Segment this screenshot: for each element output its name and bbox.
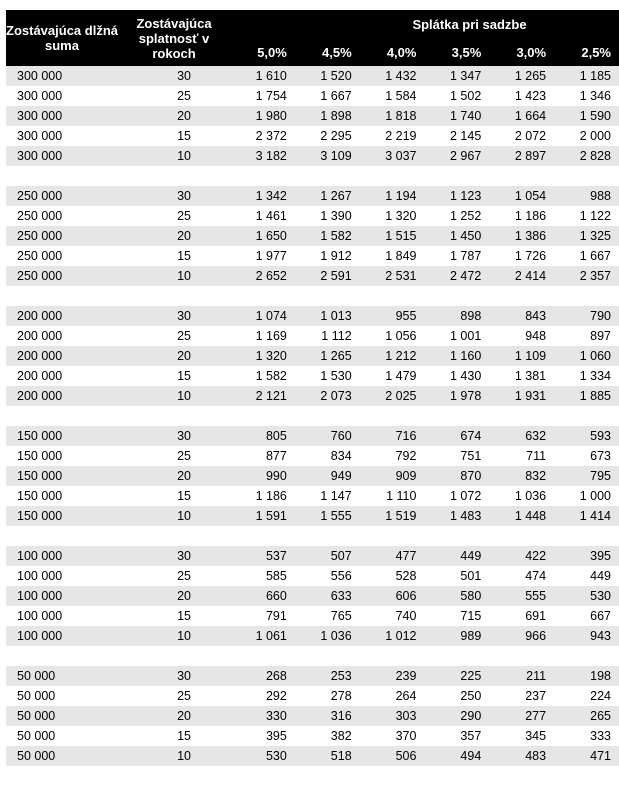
cell-payment: 471 [554,746,619,766]
table-row [6,706,619,726]
group-spacer [6,646,619,666]
cell-payment: 1 212 [360,346,425,366]
cell-years: 25 [177,569,191,583]
cell-payment: 2 295 [320,129,352,143]
cell-payment: 556 [330,569,352,583]
cell-amount: 300 000 [17,129,63,143]
cell-payment: 2 652 [230,266,295,286]
cell-amount: 150 000 [6,506,118,526]
cell-payment: 673 [590,449,611,463]
cell-payment: 1 186 [514,209,547,223]
header-rate-group: Splátka pri sadzbe [230,10,619,38]
cell-payment: 1 110 [386,489,417,503]
cell-payment: 449 [424,546,489,566]
cell-amount: 100 000 [6,626,118,646]
cell-payment: 1 320 [385,209,417,223]
cell-years: 20 [118,586,230,606]
cell-payment: 1 000 [579,489,611,503]
cell-payment: 711 [526,449,547,463]
cell-amount: 250 000 [6,186,118,206]
group-spacer [6,526,619,546]
cell-payment: 1 591 [230,506,295,526]
cell-payment: 716 [360,426,425,446]
table-row [6,266,619,286]
cell-payment: 1 849 [385,249,417,263]
cell-amount: 250 000 [17,249,63,263]
cell-payment: 530 [554,586,619,606]
table-row [6,506,619,526]
header-amount: Zostávajúca dlžná suma [6,10,118,66]
cell-amount: 250 000 [6,226,118,246]
cell-years: 15 [177,369,191,383]
table-row [6,66,619,86]
cell-years: 20 [118,346,230,366]
cell-payment: 2 414 [489,266,554,286]
cell-years: 10 [118,146,230,166]
cell-years: 25 [177,449,191,463]
cell-years: 30 [118,186,230,206]
cell-payment: 1 325 [554,226,619,246]
table-row [6,86,619,106]
cell-amount: 50 000 [17,689,56,703]
cell-years: 25 [177,329,191,343]
cell-payment: 790 [554,306,619,326]
cell-payment: 1 122 [579,209,611,223]
cell-payment: 795 [554,466,619,486]
cell-years: 30 [118,546,230,566]
cell-amount: 150 000 [6,426,118,446]
cell-payment: 3 182 [230,146,295,166]
cell-payment: 224 [590,689,611,703]
cell-payment: 1 320 [230,346,295,366]
cell-payment: 1 582 [295,226,360,246]
table-row [6,126,619,146]
cell-payment: 1 754 [255,89,287,103]
cell-years: 25 [177,689,191,703]
cell-amount: 50 000 [6,706,118,726]
cell-payment: 1 726 [514,249,547,263]
header-years: Zostávajúca splatnosť v rokoch [118,10,230,66]
cell-payment: 877 [265,449,287,463]
cell-payment: 674 [424,426,489,446]
mortgage-payment-table [6,10,619,766]
cell-payment: 1 036 [514,489,547,503]
header-rate: 4,0% [360,38,425,66]
cell-payment: 2 073 [295,386,360,406]
cell-payment: 474 [525,569,547,583]
cell-amount: 300 000 [6,146,118,166]
cell-payment: 1 074 [230,306,295,326]
cell-payment: 870 [424,466,489,486]
cell-payment: 988 [554,186,619,206]
cell-payment: 1 519 [360,506,425,526]
cell-payment: 792 [395,449,417,463]
table-row [6,246,619,266]
cell-years: 20 [118,706,230,726]
cell-amount: 50 000 [17,729,56,743]
cell-payment: 483 [489,746,554,766]
cell-payment: 345 [525,729,547,743]
cell-payment: 1 885 [554,386,619,406]
cell-payment: 1 502 [450,89,482,103]
cell-payment: 239 [360,666,425,686]
cell-payment: 751 [460,449,482,463]
cell-years: 10 [118,746,230,766]
cell-payment: 1 334 [579,369,611,383]
table-row [6,606,619,626]
cell-payment: 1 520 [295,66,360,86]
cell-amount: 300 000 [6,106,118,126]
cell-payment: 1 112 [321,329,352,343]
cell-payment: 1 584 [385,89,417,103]
cell-payment: 290 [424,706,489,726]
spacer-cell [6,646,619,666]
cell-payment: 1 432 [360,66,425,86]
cell-payment: 1 386 [489,226,554,246]
spacer-cell [6,526,619,546]
cell-payment: 580 [424,586,489,606]
cell-payment: 250 [460,689,482,703]
cell-payment: 1 450 [424,226,489,246]
cell-years: 20 [118,466,230,486]
cell-amount: 100 000 [6,586,118,606]
cell-payment: 253 [295,666,360,686]
cell-amount: 250 000 [6,266,118,286]
cell-years: 10 [118,626,230,646]
cell-payment: 740 [395,609,417,623]
cell-payment: 1 898 [295,106,360,126]
cell-payment: 537 [230,546,295,566]
cell-payment: 1 185 [554,66,619,86]
cell-payment: 805 [230,426,295,446]
cell-amount: 150 000 [6,466,118,486]
cell-payment: 1 978 [424,386,489,406]
cell-years: 10 [118,506,230,526]
cell-payment: 501 [460,569,482,583]
cell-years: 10 [118,386,230,406]
cell-amount: 200 000 [17,369,63,383]
cell-payment: 966 [489,626,554,646]
table-body [6,66,619,766]
cell-payment: 989 [424,626,489,646]
table-row [6,666,619,686]
cell-payment: 898 [424,306,489,326]
cell-payment: 198 [554,666,619,686]
cell-payment: 1 160 [424,346,489,366]
cell-amount: 200 000 [6,346,118,366]
cell-payment: 1 194 [360,186,425,206]
cell-payment: 1 109 [489,346,554,366]
table-row [6,426,619,446]
cell-payment: 1 555 [295,506,360,526]
cell-payment: 1 530 [320,369,352,383]
cell-amount: 150 000 [17,489,63,503]
cell-payment: 1 001 [450,329,482,343]
cell-payment: 948 [525,329,547,343]
cell-payment: 955 [360,306,425,326]
cell-amount: 250 000 [17,209,63,223]
cell-payment: 1 423 [514,89,547,103]
cell-payment: 3 109 [295,146,360,166]
cell-payment: 606 [360,586,425,606]
cell-payment: 2 472 [424,266,489,286]
cell-payment: 2 025 [360,386,425,406]
cell-payment: 1 054 [489,186,554,206]
cell-payment: 1 186 [255,489,287,503]
cell-payment: 1 147 [320,489,352,503]
cell-payment: 1 479 [385,369,417,383]
cell-payment: 632 [489,426,554,446]
cell-amount: 50 000 [6,746,118,766]
spacer-cell [6,286,619,306]
cell-payment: 2 121 [230,386,295,406]
cell-payment: 1 061 [230,626,295,646]
cell-payment: 1 977 [255,249,287,263]
cell-payment: 909 [360,466,425,486]
cell-amount: 50 000 [6,666,118,686]
cell-payment: 943 [554,626,619,646]
cell-payment: 1 169 [255,329,287,343]
cell-payment: 1 056 [385,329,417,343]
cell-payment: 1 036 [295,626,360,646]
cell-payment: 834 [330,449,352,463]
cell-payment: 1 667 [579,249,611,263]
cell-payment: 2 219 [385,129,417,143]
header-rate: 2,5% [554,38,619,66]
cell-payment: 2 000 [579,129,611,143]
cell-amount: 100 000 [17,569,63,583]
cell-years: 30 [118,66,230,86]
cell-payment: 760 [295,426,360,446]
table-row [6,726,619,746]
cell-payment: 832 [489,466,554,486]
cell-years: 15 [177,609,191,623]
cell-payment: 1 787 [450,249,482,263]
cell-payment: 2 828 [554,146,619,166]
cell-payment: 1 123 [424,186,489,206]
cell-amount: 200 000 [6,306,118,326]
cell-payment: 225 [424,666,489,686]
table-row [6,326,619,346]
cell-payment: 1 650 [230,226,295,246]
cell-payment: 633 [295,586,360,606]
cell-payment: 949 [295,466,360,486]
cell-payment: 264 [395,689,417,703]
cell-payment: 211 [489,666,554,686]
cell-amount: 100 000 [6,546,118,566]
cell-payment: 2 531 [360,266,425,286]
cell-years: 25 [177,89,191,103]
cell-payment: 2 357 [554,266,619,286]
cell-payment: 1 252 [450,209,482,223]
cell-payment: 1 390 [320,209,352,223]
cell-payment: 1 448 [489,506,554,526]
cell-payment: 1 060 [554,346,619,366]
cell-years: 15 [177,129,191,143]
cell-payment: 422 [489,546,554,566]
table-row [6,466,619,486]
cell-payment: 506 [360,746,425,766]
page [0,10,619,790]
table-row [6,446,619,466]
cell-payment: 357 [460,729,482,743]
cell-payment: 555 [489,586,554,606]
cell-payment: 3 037 [360,146,425,166]
cell-amount: 300 000 [6,66,118,86]
header-rate: 4,5% [295,38,360,66]
cell-payment: 1 461 [255,209,287,223]
cell-payment: 765 [330,609,352,623]
cell-payment: 2 145 [450,129,482,143]
cell-payment: 1 430 [450,369,482,383]
table-row [6,306,619,326]
cell-years: 15 [177,729,191,743]
cell-payment: 277 [489,706,554,726]
cell-payment: 2 591 [295,266,360,286]
cell-years: 25 [177,209,191,223]
table-row [6,686,619,706]
cell-payment: 395 [265,729,287,743]
cell-payment: 268 [230,666,295,686]
cell-payment: 1 381 [514,369,547,383]
header-rate: 5,0% [230,38,295,66]
cell-payment: 1 590 [554,106,619,126]
cell-payment: 1 912 [320,249,352,263]
table-row [6,226,619,246]
spacer-cell [6,406,619,426]
cell-payment: 1 347 [424,66,489,86]
cell-payment: 477 [360,546,425,566]
cell-amount: 150 000 [17,449,63,463]
cell-payment: 333 [590,729,611,743]
cell-payment: 1 515 [360,226,425,246]
cell-payment: 278 [330,689,352,703]
table-row [6,486,619,506]
table-row [6,626,619,646]
cell-payment: 1 265 [295,346,360,366]
group-spacer [6,406,619,426]
cell-years: 10 [118,266,230,286]
table-header [6,10,619,66]
cell-years: 30 [118,666,230,686]
cell-years: 30 [118,426,230,446]
header-rate: 3,5% [424,38,489,66]
cell-payment: 897 [590,329,611,343]
table-row [6,346,619,366]
cell-payment: 382 [330,729,352,743]
cell-amount: 300 000 [17,89,63,103]
cell-years: 15 [177,249,191,263]
cell-payment: 292 [265,689,287,703]
group-spacer [6,286,619,306]
cell-payment: 395 [554,546,619,566]
cell-payment: 449 [590,569,611,583]
cell-payment: 1 610 [230,66,295,86]
cell-payment: 593 [554,426,619,446]
table-row [6,386,619,406]
table-row [6,366,619,386]
cell-payment: 528 [395,569,417,583]
table-row [6,566,619,586]
cell-payment: 667 [590,609,611,623]
cell-payment: 1 582 [255,369,287,383]
cell-payment: 1 013 [295,306,360,326]
table-row [6,586,619,606]
cell-payment: 265 [554,706,619,726]
cell-payment: 2 372 [255,129,287,143]
cell-payment: 2 967 [424,146,489,166]
cell-payment: 518 [295,746,360,766]
table-row [6,106,619,126]
table-row [6,146,619,166]
header-rate: 3,0% [489,38,554,66]
cell-years: 15 [177,489,191,503]
cell-years: 20 [118,106,230,126]
cell-payment: 316 [295,706,360,726]
cell-payment: 715 [460,609,482,623]
cell-payment: 1 483 [424,506,489,526]
cell-payment: 691 [525,609,547,623]
cell-payment: 303 [360,706,425,726]
cell-payment: 660 [230,586,295,606]
cell-payment: 237 [525,689,547,703]
cell-payment: 1 072 [450,489,482,503]
cell-payment: 1 818 [360,106,425,126]
cell-payment: 530 [230,746,295,766]
cell-payment: 1 342 [230,186,295,206]
cell-amount: 100 000 [17,609,63,623]
cell-payment: 2 072 [514,129,547,143]
cell-payment: 1 267 [295,186,360,206]
cell-payment: 990 [230,466,295,486]
cell-years: 20 [118,226,230,246]
cell-payment: 2 897 [489,146,554,166]
cell-payment: 1 740 [424,106,489,126]
cell-amount: 200 000 [17,329,63,343]
cell-payment: 1 012 [360,626,425,646]
group-spacer [6,166,619,186]
cell-payment: 1 980 [230,106,295,126]
table-row [6,746,619,766]
cell-payment: 330 [230,706,295,726]
cell-payment: 494 [424,746,489,766]
table-row [6,186,619,206]
cell-payment: 585 [265,569,287,583]
cell-payment: 507 [295,546,360,566]
cell-years: 30 [118,306,230,326]
cell-payment: 1 664 [489,106,554,126]
cell-payment: 1 265 [489,66,554,86]
cell-payment: 791 [265,609,287,623]
cell-payment: 1 346 [579,89,611,103]
spacer-cell [6,166,619,186]
table-row [6,546,619,566]
cell-payment: 1 414 [554,506,619,526]
cell-payment: 370 [395,729,417,743]
cell-payment: 843 [489,306,554,326]
cell-payment: 1 931 [489,386,554,406]
table-row [6,206,619,226]
cell-amount: 200 000 [6,386,118,406]
cell-payment: 1 667 [320,89,352,103]
